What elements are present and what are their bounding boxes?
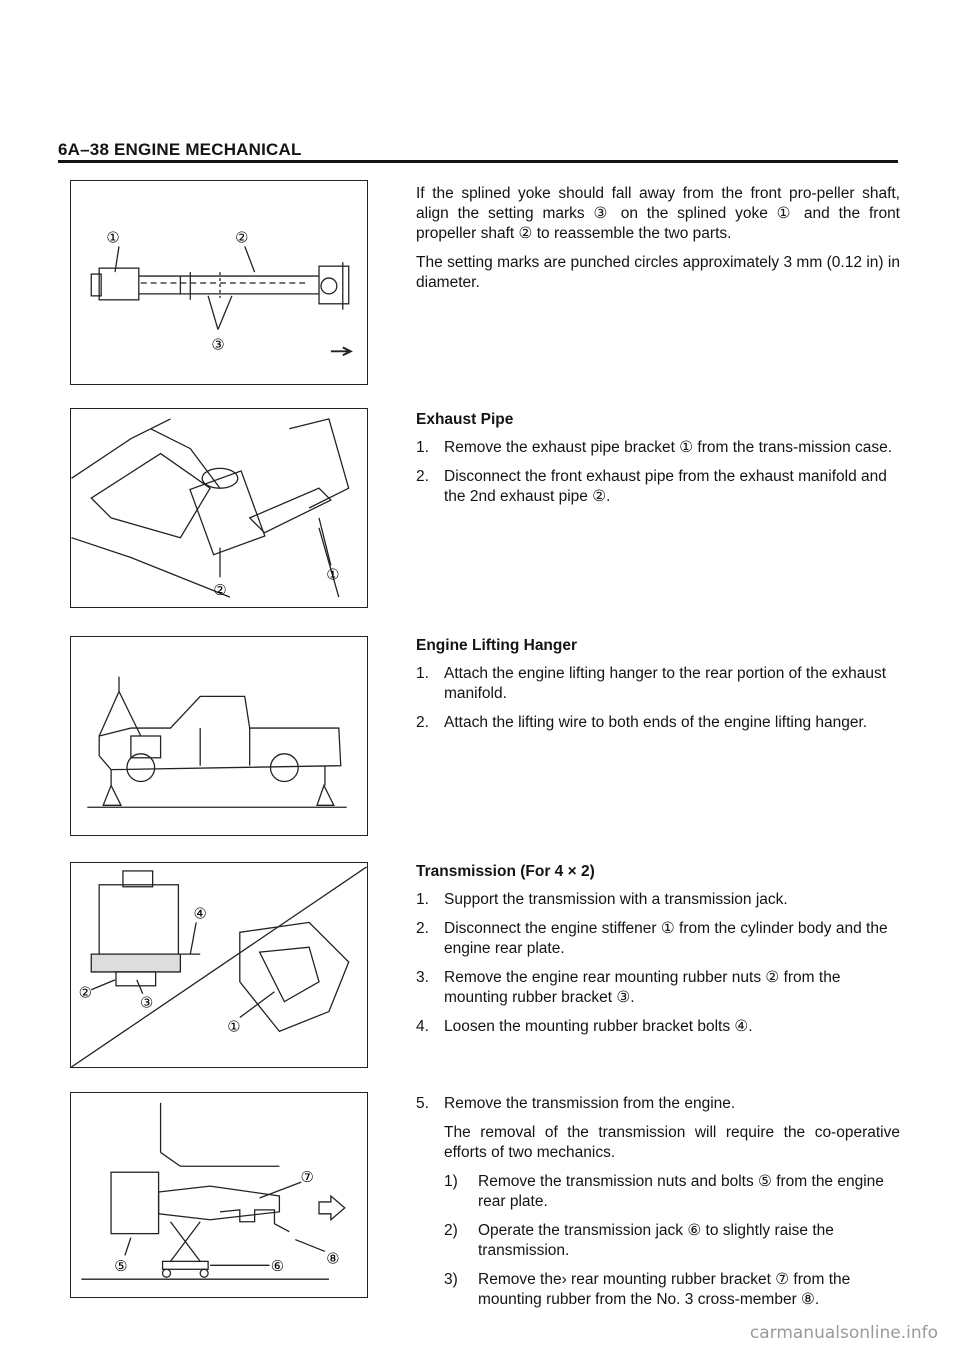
callout-4: ④ [193, 904, 207, 923]
exhaust-pipe-heading: Exhaust Pipe [416, 411, 514, 428]
splined-yoke-paragraph: If the splined yoke should fall away from the front pro-peller shaft, align the setting marks ③ on the splined yoke ① and the front propeller shaft ② to reassemble the two parts. [416, 185, 900, 242]
transmission-mount-illustration [71, 863, 367, 1067]
callout-1: ① [106, 228, 120, 247]
callout-6: ⑥ [270, 1257, 285, 1276]
transmission-heading: Transmission (For 4 × 2) [416, 863, 595, 880]
figure-exhaust-pipe [70, 408, 368, 608]
removal-substep-3: 3) Remove the› rear mounting rubber bracket ⑦ from the mounting rubber from the No. 3 cross-member ⑧. [444, 1271, 851, 1308]
section-engine-lifting-hanger [416, 636, 900, 742]
propeller-shaft-illustration [71, 181, 367, 384]
section-transmission-removal [416, 1094, 900, 1319]
figure-truck-lifting [70, 636, 368, 836]
callout-2: ② [235, 228, 249, 247]
removal-step-5: 5. Remove the transmission from the engine. [416, 1095, 736, 1112]
truck-lifting-illustration [71, 637, 367, 835]
transmission-step-3: 3. Remove the engine rear mounting rubber nuts ② from the mounting rubber bracket ③. [416, 969, 841, 1006]
callout-3: ③ [140, 993, 154, 1012]
callout-1: ① [326, 565, 340, 584]
removal-note: The removal of the transmission will require the co-operative efforts of two mechanics. [444, 1124, 900, 1161]
callout-7: ⑦ [300, 1168, 314, 1187]
callout-3: ③ [211, 335, 225, 354]
figure-transmission-mount [70, 862, 368, 1068]
section-exhaust-pipe [416, 410, 900, 516]
transmission-step-4: 4. Loosen the mounting rubber bracket bolts ④. [416, 1018, 753, 1035]
hanger-step-2: 2. Attach the lifting wire to both ends of the engine lifting hanger. [416, 714, 868, 731]
exhaust-step-1: 1. Remove the exhaust pipe bracket ① from the trans-mission case. [416, 439, 893, 456]
lifting-hanger-heading: Engine Lifting Hanger [416, 637, 578, 654]
removal-substep-2: 2) Operate the transmission jack ⑥ to slightly raise the transmission. [444, 1222, 834, 1259]
transmission-step-1: 1. Support the transmission with a transmission jack. [416, 891, 788, 908]
callout-2: ② [78, 983, 92, 1002]
section-transmission [416, 862, 900, 1046]
callout-8: ⑧ [326, 1249, 340, 1268]
callout-5: ⑤ [114, 1257, 128, 1276]
section-splined-yoke [416, 184, 900, 302]
exhaust-step-2: 2. Disconnect the front exhaust pipe from the exhaust manifold and the 2nd exhaust pipe ②. [416, 468, 887, 505]
hanger-step-1: 1. Attach the engine lifting hanger to the rear portion of the exhaust manifold. [416, 665, 887, 702]
transmission-removal-illustration [71, 1093, 367, 1297]
removal-substep-1: 1) Remove the transmission nuts and bolts ⑤ from the engine rear plate. [444, 1173, 884, 1210]
exhaust-pipe-illustration [71, 409, 367, 607]
figure-propeller-shaft [70, 180, 368, 385]
transmission-step-2: 2. Disconnect the engine stiffener ① from the cylinder body and the engine rear plate. [416, 920, 888, 957]
header-rule [58, 160, 898, 163]
page-header: 6A–38 ENGINE MECHANICAL [58, 140, 302, 159]
callout-1: ① [227, 1017, 241, 1036]
callout-2: ② [213, 581, 227, 600]
setting-marks-paragraph: The setting marks are punched circles approximately 3 mm (0.12 in) in diameter. [416, 254, 900, 291]
figure-transmission-removal [70, 1092, 368, 1298]
watermark: carmanualsonline.info [749, 1323, 938, 1343]
